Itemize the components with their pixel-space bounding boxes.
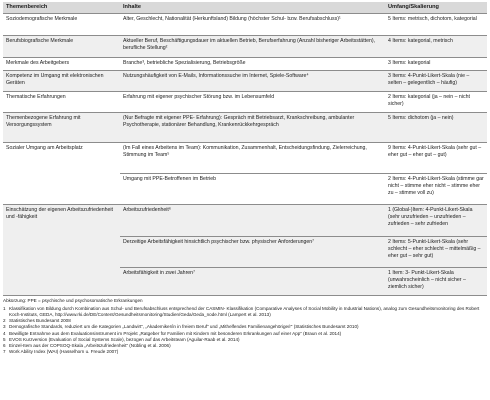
content-cell: Arbeitsfähigkeit in zwei Jahren⁷ bbox=[120, 268, 385, 296]
table-row bbox=[3, 174, 487, 205]
footnote-number: 5 bbox=[3, 336, 6, 342]
content-cell: Nutzungshäufigkeit von E-Mails, Informationssuche im Internet, Spiele-Software⁴ bbox=[120, 71, 385, 92]
content-cell: Branche³, betriebliche Spezialisierung, Betriebsgröße bbox=[120, 58, 385, 71]
content-cell: Aktueller Beruf, Beschäftigungsdauer im aktuellen Betrieb, Berufserfahrung (Anzahl bisheriger Arbeitsstätten), berufliche Stellung² bbox=[120, 36, 385, 58]
scale-cell: 5 Items: dichotom (ja – nein) bbox=[385, 113, 487, 143]
content-cell: Alter, Geschlecht, Nationalität (Herkunftsland) Bildung (höchster Schul- bzw. Berufsabschluss)¹ bbox=[120, 14, 385, 36]
table-row bbox=[3, 143, 487, 174]
footnote bbox=[3, 306, 487, 318]
document bbox=[3, 2, 487, 355]
scale-cell: 5 Items: metrisch, dichotom, kategorial bbox=[385, 14, 487, 36]
scale-cell: 3 Items: kategorial bbox=[385, 58, 487, 71]
theme-cell-continued bbox=[3, 174, 120, 205]
scale-cell: 3 Items: 4-Punkt-Likert-Skala (nie – selten – gelegentlich – häufig) bbox=[385, 71, 487, 92]
footnote-number: 4 bbox=[3, 330, 6, 336]
scale-cell: 2 Items: kategorial (ja – nein – nicht sicher) bbox=[385, 92, 487, 113]
footnote-text: Work Ability Index (WAI) (Hasselhorn u. Freude 2007) bbox=[9, 349, 119, 355]
table-row bbox=[3, 71, 487, 92]
abbreviation-note: Abkürzung: PPE = psychische und psychosomatische Erkrankungen bbox=[3, 298, 143, 304]
theme-cell: Kompetenz im Umgang mit elektronischen Geräten bbox=[3, 71, 120, 92]
header-themenbereich: Themenbereich bbox=[3, 2, 120, 14]
footnote-number: 2 bbox=[3, 318, 6, 324]
content-cell: (Nur Befragte mit eigener PPE- Erfahrung): Gespräch mit Betriebsarzt, Krankschreibung, ambulanter Psychotherapie, stationärer Behandlung, Krankenrückkehrgespräch bbox=[120, 113, 385, 143]
table-header-row bbox=[3, 2, 487, 14]
footnote-text: Statistisches Bundesamt 2008 bbox=[9, 318, 71, 324]
table-row bbox=[3, 237, 487, 268]
theme-cell: Sozialer Umgang am Arbeitsplatz bbox=[6, 144, 83, 151]
content-cell: Arbeitszufriedenheit⁶ bbox=[120, 205, 385, 237]
footnote-text: EVOS Kurzversion (Evaluation of Social Systems Scale), bezogen auf das Arbeitsteam (Aguilar-Raab et al. 2014) bbox=[9, 336, 240, 342]
table-notes bbox=[3, 298, 487, 355]
table-row bbox=[3, 92, 487, 113]
header-umfang: Umfang/Skalierung bbox=[385, 2, 487, 14]
theme-cell: Einschätzung der eigenen Arbeitszufriedenheit und -fähigkeit bbox=[3, 205, 120, 237]
footnote-text: Bewilligte Entnahme aus dem Evaluationsinstrument im Projekt „Ratgeber für Familien mit Kindern mit besonderen Erkrankungen auf einer App“ (Braun et al. 2014) bbox=[9, 330, 342, 336]
table-row bbox=[3, 14, 487, 36]
content-cell: Erfahrung mit eigener psychischer Störung bzw. im Lebensumfeld bbox=[120, 92, 385, 113]
footnote-text: Demografische Standards, reduziert um die Kategorien „Landwirt“, „Akademiker/in in freiem Beruf“ und „Mithelfendes Familienangehörige/r“ (Statistisches Bundesamt 2010) bbox=[9, 324, 359, 330]
scale-cell: 4 Items: kategorial, metrisch bbox=[385, 36, 487, 58]
scale-cell: 9 Items: 4-Punkt-Likert-Skala (sehr gut – eher gut – eher gut – gut) bbox=[385, 143, 487, 174]
theme-cell: Berufsbiografische Merkmale bbox=[3, 36, 120, 58]
theme-cell: Soziodemografische Merkmale bbox=[3, 14, 120, 36]
scale-cell: 1 Item: 3- Punkt-Likert-Skala (unwahrscheinlich – nicht sicher – ziemlich sicher) bbox=[385, 268, 487, 296]
table-row bbox=[3, 58, 487, 71]
content-cell: (Im Fall eines Arbeitens im Team): Kommunikation, Zusammenhalt, Entscheidungsfindung, Zielerreichung, Stimmung im Team⁵ bbox=[120, 143, 385, 174]
footnote-text: Klassifikation von Bildung durch Kombination aus Schul- und Berufsabschluss entsprechend der CASMIN- Klassifikation (Comparative Analyses of Social Mobility in Industrial Nations), analog zum Gesundheitsmonitoring des Robert Koch-Instituts, GEDA, http://www.rki.de/DE/Content/Gesundheitsmonitoring/Studien/Geda/Geda_node.html (Lampert et al. 2013) bbox=[9, 305, 480, 317]
survey-table bbox=[3, 2, 487, 296]
footnote-number: 7 bbox=[3, 349, 6, 355]
content-cell: Umgang mit PPE-Betroffenen im Betrieb bbox=[120, 174, 385, 205]
theme-cell-continued bbox=[3, 237, 120, 268]
footnote-number: 1 bbox=[3, 305, 6, 311]
footnote-text: Einzel-Item aus der COPSOQ-Skala „Arbeitszufriedenheit“ (Nübling et al. 2006) bbox=[9, 343, 171, 349]
table-row bbox=[3, 113, 487, 143]
footnote bbox=[3, 349, 487, 355]
theme-cell: Merkmale des Arbeitgebers bbox=[3, 58, 120, 71]
scale-cell: 2 Items: 5-Punkt-Likert-Skala (sehr schlecht – eher schlecht – mittelmäßig – eher gut – sehr gut) bbox=[385, 237, 487, 268]
theme-cell-continued bbox=[3, 268, 120, 296]
table-row bbox=[3, 268, 487, 296]
theme-cell: Themenbezogene Erfahrung mit Versorgungssystem bbox=[3, 113, 120, 143]
header-inhalte: Inhalte bbox=[120, 2, 385, 14]
scale-cell: 2 Items: 4-Punkt-Likert-Skala (stimme gar nicht – stimme eher nicht – stimme eher zu – stimme voll zu) bbox=[385, 174, 487, 205]
footnote-number: 3 bbox=[3, 324, 6, 330]
table-row bbox=[3, 205, 487, 237]
footnote-number: 6 bbox=[3, 343, 6, 349]
content-cell: Derzeitige Arbeitsfähigkeit hinsichtlich psychischer bzw. physischer Anforderungen⁷ bbox=[120, 237, 385, 268]
table-row bbox=[3, 36, 487, 58]
theme-cell: Thematische Erfahrungen bbox=[3, 92, 120, 113]
scale-cell: 1 (Global-)Item: 4-Punkt-Likert-Skala (sehr unzufrieden – unzufrieden – zufrieden – sehr zufrieden bbox=[385, 205, 487, 237]
